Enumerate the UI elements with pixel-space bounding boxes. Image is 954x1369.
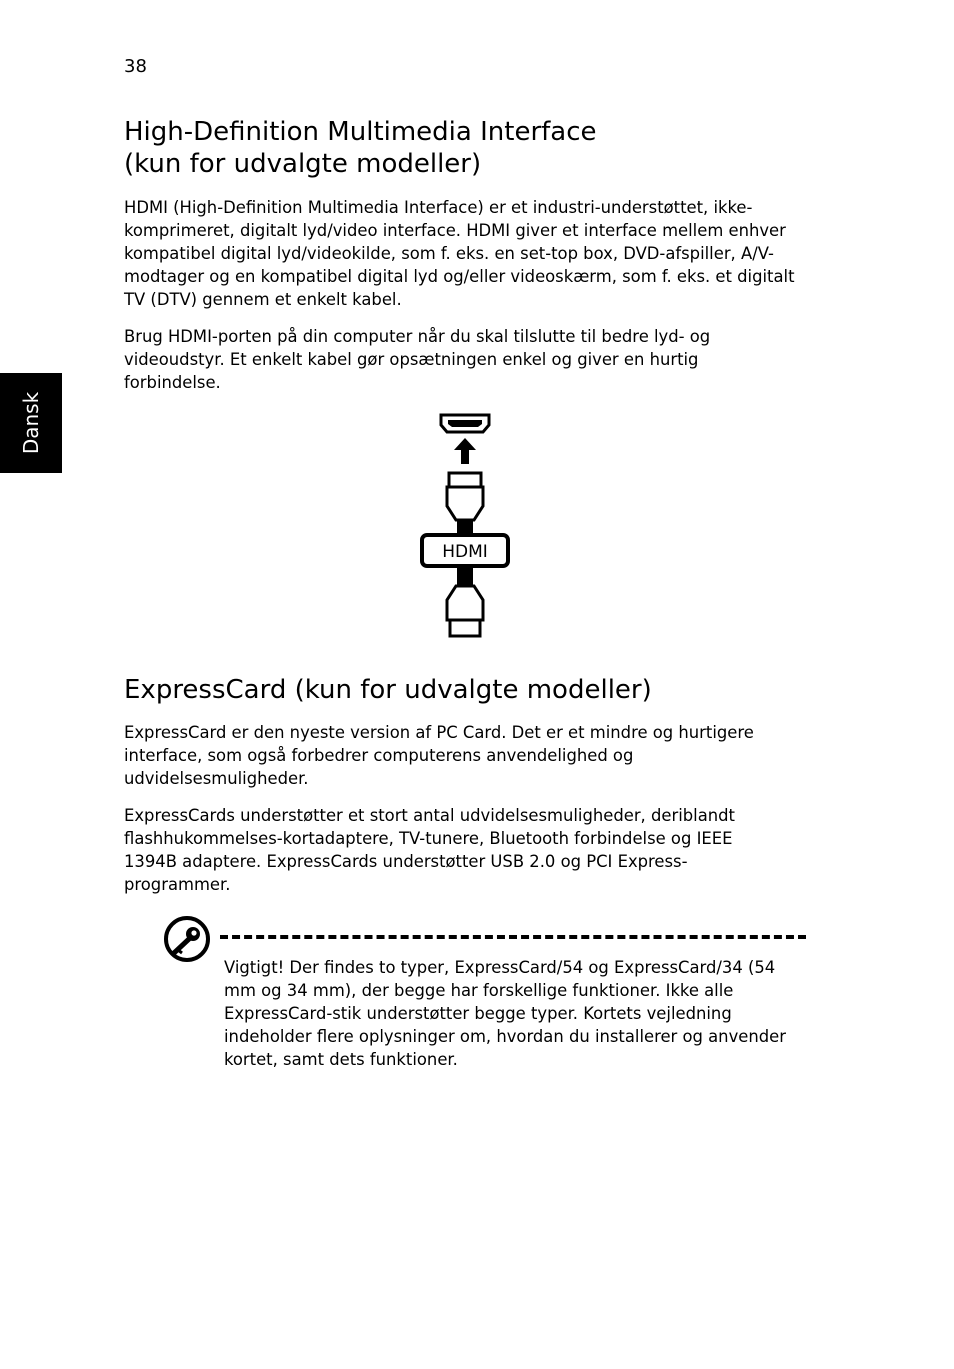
page-number: 38	[124, 56, 147, 77]
note-label: Vigtigt!	[224, 958, 285, 977]
expresscard-paragraph-1: ExpressCard er den nyeste version af PC Card. Det er et mindre og hurtigere interface, som også forbedrer computerens anvendelighed og udvidelsesmuligheder.	[124, 723, 754, 788]
hdmi-figure-label: HDMI	[442, 542, 488, 562]
hdmi-title-line2: (kun for udvalgte modeller)	[124, 149, 482, 179]
hdmi-section-header	[124, 116, 814, 180]
note-body: Der findes to typer, ExpressCard/54 og ExpressCard/34 (54 mm og 34 mm), der begge har forskellige funktioner. Ikke alle ExpressCard-stik understøtter begge typer. Kortets vejledning indeholder flere oplysninger om, hvordan du installerer og anvender kortet, samt dets funktioner.	[224, 958, 786, 1069]
note-text-block	[224, 956, 804, 1071]
hdmi-paragraph-2: Brug HDMI-porten på din computer når du skal tilslutte til bedre lyd- og videoudstyr. Et enkelt kabel gør opsætningen enkel og giver en hurtig forbindelse.	[124, 327, 711, 392]
important-key-icon	[163, 914, 213, 964]
hdmi-paragraph-2-block	[124, 325, 764, 394]
hdmi-paragraph-1: HDMI (High-Definition Multimedia Interface) er et industri-understøttet, ikke-komprimeret, digitalt lyd/video interface. HDMI giver et interface mellem enhver kompatibel digital lyd/videokilde, som f. eks. en set-top box, DVD-afspiller, A/V-modtager og en kompatibel digital lyd og/eller videoskærm, som f. eks. et digitalt TV (DTV) gennem et enkelt kabel.	[124, 198, 795, 309]
note-dashed-rule	[220, 935, 806, 939]
hdmi-lower-plug-icon	[447, 566, 483, 636]
hdmi-connector-illustration	[410, 408, 520, 644]
important-note	[163, 914, 813, 1084]
hdmi-paragraph-1-block	[124, 196, 804, 311]
expresscard-paragraph-1-block	[124, 721, 784, 790]
expresscard-section-header	[124, 674, 814, 706]
expresscard-paragraph-2-block	[124, 804, 764, 896]
expresscard-section-title: ExpressCard (kun for udvalgte modeller)	[124, 675, 652, 705]
language-side-tab-label: Dansk	[19, 391, 43, 455]
hdmi-section-title	[124, 116, 814, 180]
language-side-tab	[0, 373, 62, 473]
hdmi-title-line1: High-Definition Multimedia Interface	[124, 117, 597, 147]
hdmi-connector-svg	[410, 408, 520, 644]
hdmi-upper-plug-icon	[447, 473, 483, 535]
expresscard-paragraph-2: ExpressCards understøtter et stort antal udvidelsesmuligheder, deriblandt flashhukommelses-kortadaptere, TV-tunere, Bluetooth forbindelse og IEEE 1394B adaptere. ExpressCards understøtter USB 2.0 og PCI Express-programmer.	[124, 806, 735, 894]
up-arrow-icon	[454, 438, 476, 464]
